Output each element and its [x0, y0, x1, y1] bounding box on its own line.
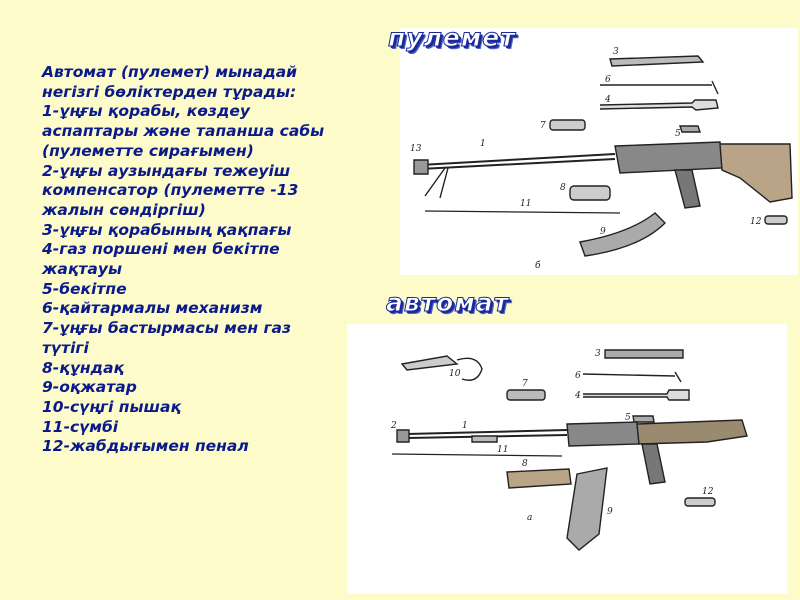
label-6: 6	[605, 75, 611, 85]
label-5: 5	[675, 129, 681, 139]
text-line: 6-қайтармалы механизм	[42, 299, 263, 318]
text-line: (пулеметте сирағымен)	[42, 141, 254, 160]
label-8: 8	[560, 183, 566, 193]
rifle-title: автомат	[386, 288, 510, 317]
text-line: түтігі	[42, 338, 89, 357]
label-7: 7	[540, 121, 546, 131]
label-1: 1	[462, 421, 468, 431]
text-line: 11-сүмбі	[42, 417, 119, 436]
label-7: 7	[522, 379, 528, 389]
label-11: 11	[497, 445, 509, 455]
text-line: 5-бекітпе	[42, 279, 127, 298]
text-line: аспаптары және тапанша сабы	[42, 122, 325, 141]
machine-gun-diagram	[400, 28, 798, 275]
text-line: жалын сөндіргіш)	[42, 200, 206, 219]
text-line: 1-ұңғы қорабы, көздеу	[42, 102, 251, 121]
label-3: 3	[613, 47, 619, 57]
text-line: 4-газ поршені мен бекітпе	[42, 240, 280, 259]
label-9: 9	[600, 227, 606, 237]
text-line: негізгі бөліктерден тұрады:	[42, 82, 297, 101]
text-line: 7-ұңғы бастырмасы мен газ	[42, 319, 292, 338]
label-2: 2	[391, 421, 397, 431]
label-13: 13	[410, 144, 422, 154]
text-line: Автомат (пулемет) мынадай	[42, 63, 298, 81]
label-10: 10	[449, 369, 461, 379]
text-line: 12-жабдығымен пенал	[42, 437, 249, 456]
label-4: 4	[575, 391, 581, 401]
text-line: 10-сүңгі пышақ	[42, 397, 181, 416]
text-line: 8-құндақ	[42, 358, 125, 377]
machine-gun-title: пулемет	[388, 23, 516, 52]
label-b: б	[535, 261, 541, 271]
label-a: а	[527, 513, 533, 523]
text-line: жақтауы	[42, 260, 122, 279]
label-5: 5	[625, 413, 631, 423]
rifle-diagram	[347, 324, 787, 594]
parts-list	[42, 63, 382, 457]
label-12: 12	[750, 217, 762, 227]
text-line: компенсатор (пулеметте -13	[42, 181, 299, 200]
text-line: 9-оқжатар	[42, 378, 137, 397]
label-11: 11	[520, 199, 532, 209]
label-9: 9	[607, 507, 613, 517]
label-6: 6	[575, 371, 581, 381]
label-8: 8	[522, 459, 528, 469]
label-3: 3	[595, 349, 601, 359]
label-4: 4	[605, 95, 611, 105]
text-line: 2-ұңғы аузындағы тежеуіш	[42, 161, 291, 180]
text-line: 3-ұңғы қорабының қақпағы	[42, 220, 292, 239]
machine-gun-drawing	[400, 28, 798, 275]
label-1: 1	[480, 139, 486, 149]
label-12: 12	[702, 487, 714, 497]
rifle-drawing	[347, 324, 787, 594]
